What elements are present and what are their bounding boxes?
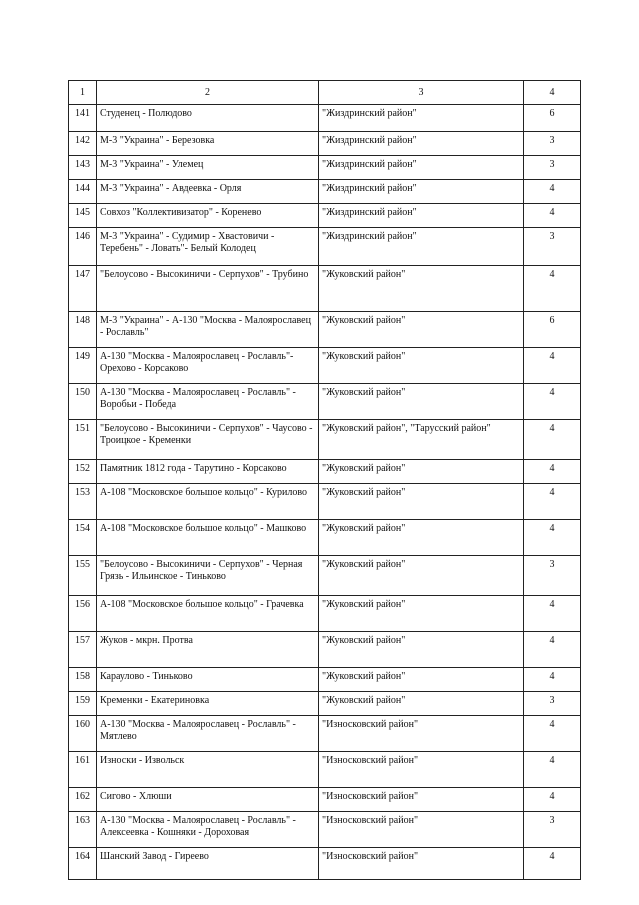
row-number: 150 [69,384,97,420]
table-row [69,460,581,484]
district-name: "Жиздринский район" [319,180,524,204]
row-number: 146 [69,228,97,266]
district-name: "Износковский район" [319,788,524,812]
district-name: "Жуковский район" [319,596,524,632]
row-number: 153 [69,484,97,520]
table-row [69,848,581,880]
table-row [69,348,581,384]
row-value: 6 [524,312,581,348]
row-number: 160 [69,716,97,752]
road-name: А-130 "Москва - Малоярославец - Рославль"- Орехово - Корсаково [97,348,319,384]
row-value: 4 [524,460,581,484]
district-name: "Жуковский район" [319,692,524,716]
row-number: 142 [69,132,97,156]
district-name: "Жуковский район" [319,384,524,420]
row-value: 4 [524,520,581,556]
district-name: "Жиздринский район" [319,228,524,266]
row-value: 4 [524,180,581,204]
district-name: "Жуковский район" [319,266,524,312]
district-name: "Жиздринский район" [319,156,524,180]
row-value: 4 [524,384,581,420]
road-name: Жуков - мкрн. Протва [97,632,319,668]
table-header-row [69,81,581,105]
row-value: 4 [524,266,581,312]
road-name: "Белоусово - Высокиничи - Серпухов" - Чаусово - Троицкое - Кременки [97,420,319,460]
road-name: "Белоусово - Высокиничи - Серпухов" - Черная Грязь - Ильинское - Тиньково [97,556,319,596]
row-value: 3 [524,812,581,848]
road-name: М-3 "Украина" - А-130 "Москва - Малоярославец - Рославль" [97,312,319,348]
district-name: "Износковский район" [319,716,524,752]
road-name: А-108 "Московское большое кольцо" - Машково [97,520,319,556]
road-name: Сигово - Хлюши [97,788,319,812]
road-name: Шанский Завод - Гиреево [97,848,319,880]
district-name: "Жуковский район" [319,460,524,484]
row-value: 3 [524,156,581,180]
table-row [69,420,581,460]
district-name: "Жуковский район" [319,348,524,384]
road-name: Студенец - Полюдово [97,105,319,132]
table-row [69,105,581,132]
table-row [69,632,581,668]
row-value: 4 [524,848,581,880]
row-number: 145 [69,204,97,228]
row-number: 155 [69,556,97,596]
row-number: 152 [69,460,97,484]
road-name: М-3 "Украина" - Судимир - Хвастовичи - Теребень" - Ловать"- Белый Колодец [97,228,319,266]
road-name: Кременки - Екатериновка [97,692,319,716]
district-name: "Жиздринский район" [319,132,524,156]
district-name: "Жуковский район" [319,312,524,348]
table-row [69,132,581,156]
row-value: 4 [524,348,581,384]
district-name: "Жиздринский район" [319,204,524,228]
row-number: 163 [69,812,97,848]
district-name: "Жуковский район" [319,668,524,692]
row-number: 143 [69,156,97,180]
row-value: 3 [524,556,581,596]
road-name: Караулово - Тиньково [97,668,319,692]
table-row [69,266,581,312]
district-name: "Износковский район" [319,812,524,848]
row-value: 3 [524,132,581,156]
roads-table [68,80,581,880]
row-number: 164 [69,848,97,880]
table-row [69,484,581,520]
row-number: 156 [69,596,97,632]
row-value: 3 [524,692,581,716]
row-value: 4 [524,788,581,812]
road-name: Износки - Извольск [97,752,319,788]
row-value: 4 [524,716,581,752]
district-name: "Жуковский район" [319,520,524,556]
row-value: 3 [524,228,581,266]
road-name: Памятник 1812 года - Тарутино - Корсаково [97,460,319,484]
road-name: А-130 "Москва - Малоярославец - Рославль" - Воробьи - Победа [97,384,319,420]
row-number: 147 [69,266,97,312]
row-number: 144 [69,180,97,204]
table-row [69,668,581,692]
district-name: "Жуковский район" [319,556,524,596]
row-value: 4 [524,668,581,692]
row-number: 162 [69,788,97,812]
road-name: М-3 "Украина" - Березовка [97,132,319,156]
road-name: М-3 "Украина" - Авдеевка - Орля [97,180,319,204]
table-row [69,228,581,266]
table-row [69,204,581,228]
road-name: А-130 "Москва - Малоярославец - Рославль" - Мятлево [97,716,319,752]
table-row [69,156,581,180]
district-name: "Износковский район" [319,848,524,880]
road-name: А-108 "Московское большое кольцо" - Курилово [97,484,319,520]
row-value: 4 [524,420,581,460]
row-number: 154 [69,520,97,556]
table-row [69,596,581,632]
table-row [69,716,581,752]
row-value: 4 [524,204,581,228]
table-row [69,556,581,596]
row-number: 159 [69,692,97,716]
road-name: А-108 "Московское большое кольцо" - Грачевка [97,596,319,632]
district-name: "Жуковский район", "Тарусский район" [319,420,524,460]
row-value: 4 [524,752,581,788]
row-value: 4 [524,632,581,668]
row-number: 158 [69,668,97,692]
table-row [69,788,581,812]
road-name: "Белоусово - Высокиничи - Серпухов" - Трубино [97,266,319,312]
table-row [69,312,581,348]
table-row [69,812,581,848]
district-name: "Жиздринский район" [319,105,524,132]
row-number: 149 [69,348,97,384]
row-value: 6 [524,105,581,132]
row-number: 141 [69,105,97,132]
row-number: 148 [69,312,97,348]
row-value: 4 [524,596,581,632]
table-row [69,520,581,556]
table-row [69,180,581,204]
row-number: 151 [69,420,97,460]
road-name: Совхоз "Коллективизатор" - Коренево [97,204,319,228]
district-name: "Жуковский район" [319,484,524,520]
header-col-1: 1 [69,81,97,105]
header-col-4: 4 [524,81,581,105]
table-row [69,692,581,716]
road-name: М-3 "Украина" - Улемец [97,156,319,180]
row-number: 157 [69,632,97,668]
header-col-3: 3 [319,81,524,105]
header-col-2: 2 [97,81,319,105]
table-row [69,384,581,420]
table-row [69,752,581,788]
road-name: А-130 "Москва - Малоярославец - Рославль" - Алексеевка - Кошняки - Дороховая [97,812,319,848]
district-name: "Жуковский район" [319,632,524,668]
row-number: 161 [69,752,97,788]
row-value: 4 [524,484,581,520]
district-name: "Износковский район" [319,752,524,788]
